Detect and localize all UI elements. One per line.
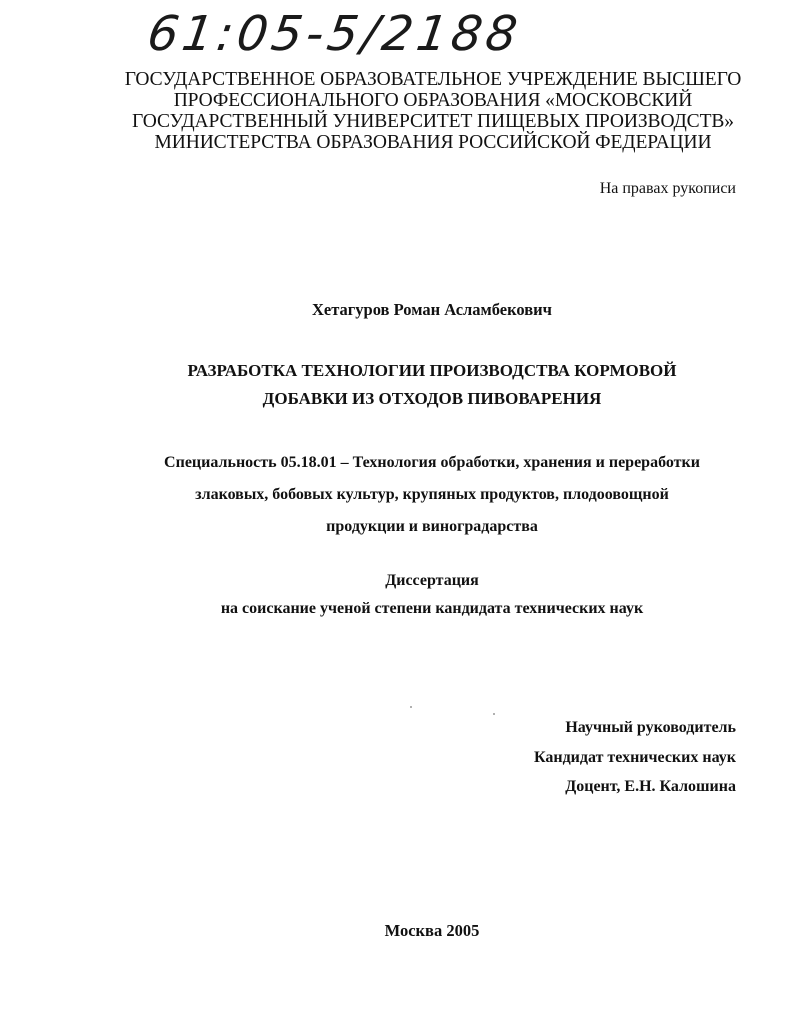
specialty-line: Специальность 05.18.01 – Технология обработки, хранения и переработки [164,454,700,471]
institution-line: ГОСУДАРСТВЕННЫЙ УНИВЕРСИТЕТ ПИЩЕВЫХ ПРОИЗВОДСТВ» [132,111,734,132]
manuscript-note: На правах рукописи [599,180,736,197]
handwritten-archive-mark: 61:05-5/2188 [144,6,525,62]
supervisor-line: Доцент, Е.Н. Калошина [565,778,736,795]
scan-speck [493,713,495,715]
title-line: РАЗРАБОТКА ТЕХНОЛОГИИ ПРОИЗВОДСТВА КОРМОВОЙ [187,361,677,380]
scan-speck [410,706,412,708]
dissertation-label: Диссертация [385,572,479,589]
specialty-block [0,447,799,543]
institution-line: ГОСУДАРСТВЕННОЕ ОБРАЗОВАТЕЛЬНОЕ УЧРЕЖДЕНИЕ ВЫСШЕГО [124,69,742,90]
institution-line: МИНИСТЕРСТВА ОБРАЗОВАНИЯ РОССИЙСКОЙ ФЕДЕРАЦИИ [154,132,712,153]
degree-line: на соискание ученой степени кандидата технических наук [220,600,644,617]
dissertation-title [0,357,799,413]
supervisor-line: Научный руководитель [565,719,736,736]
institution-header [60,69,799,153]
supervisor-line: Кандидат технических наук [533,748,736,766]
specialty-line: продукции и виноградарства [326,518,538,535]
institution-line: ПРОФЕССИОНАЛЬНОГО ОБРАЗОВАНИЯ «МОСКОВСКИЙ [173,90,693,111]
dissertation-type [0,567,799,623]
specialty-line: злаковых, бобовых культур, крупяных продуктов, плодоовощной [195,486,669,503]
supervisor-block [534,713,736,802]
city-year: Москва 2005 [384,921,480,940]
author-name: Хетагуров Роман Асламбекович [312,300,552,319]
title-line: ДОБАВКИ ИЗ ОТХОДОВ ПИВОВАРЕНИЯ [262,389,602,408]
